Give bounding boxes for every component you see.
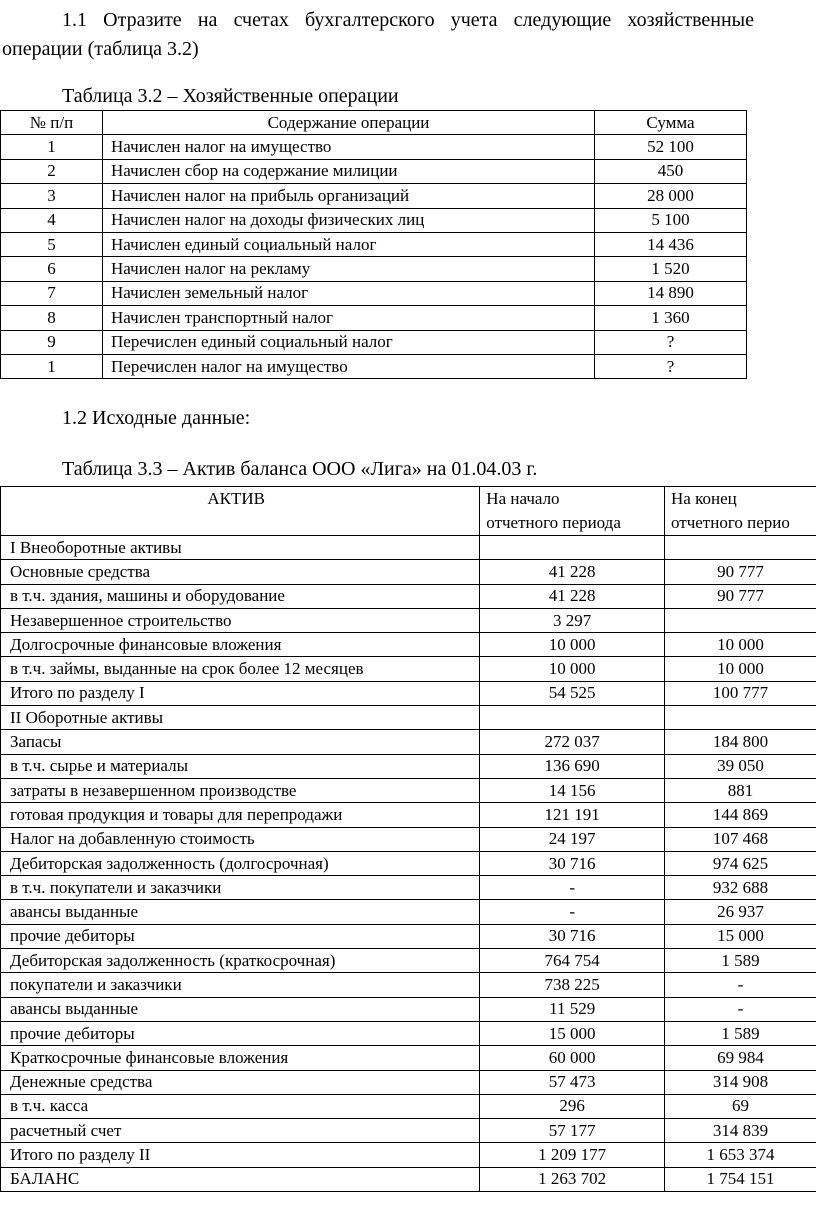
table-row — [1, 949, 816, 973]
cell-amount: 450 — [595, 159, 747, 183]
cell-asset-name: Основные средства — [1, 560, 480, 584]
cell-asset-name: Краткосрочные финансовые вложения — [1, 1046, 480, 1070]
cell-period-end: 314 839 — [665, 1119, 816, 1143]
table-row — [1, 657, 816, 681]
cell-operation: Начислен налог на имущество — [103, 135, 595, 159]
cell-period-end: 69 — [665, 1094, 816, 1118]
table-row — [1, 536, 816, 560]
cell-period-end — [665, 536, 816, 560]
cell-period-end: 144 869 — [665, 803, 816, 827]
column-header-period-start — [480, 487, 665, 536]
intro-line-2: операции (таблица 3.2) — [2, 38, 199, 60]
cell-period-end: 10 000 — [665, 657, 816, 681]
cell-asset-name: II Оборотные активы — [1, 706, 480, 730]
table-row — [1, 184, 747, 208]
cell-asset-name: БАЛАНС — [1, 1167, 480, 1191]
table-row — [1, 681, 816, 705]
cell-period-end: 100 777 — [665, 681, 816, 705]
table-row — [1, 633, 816, 657]
cell-asset-name: Итого по разделу I — [1, 681, 480, 705]
cell-period-end: 974 625 — [665, 851, 816, 875]
table1-caption: Таблица 3.2 – Хозяйственные операции — [62, 85, 399, 107]
table-row — [1, 827, 816, 851]
cell-period-end: 107 468 — [665, 827, 816, 851]
header-line: отчетного перио — [671, 513, 790, 532]
table-header-row — [1, 487, 816, 536]
column-header-asset: АКТИВ — [1, 487, 480, 536]
cell-period-end: 1 653 374 — [665, 1143, 816, 1167]
cell-asset-name: в т.ч. касса — [1, 1094, 480, 1118]
table-row — [1, 778, 816, 802]
cell-period-start: 41 228 — [480, 560, 665, 584]
header-line: отчетного периода — [486, 513, 621, 532]
cell-period-start: 30 716 — [480, 851, 665, 875]
cell-operation: Начислен сбор на содержание милиции — [103, 159, 595, 183]
cell-period-end: 881 — [665, 778, 816, 802]
table-row — [1, 354, 747, 378]
cell-amount: 1 520 — [595, 257, 747, 281]
cell-number: 9 — [1, 330, 103, 354]
header-line: На начало — [486, 489, 560, 508]
operations-table-body — [1, 135, 747, 379]
cell-period-end: 15 000 — [665, 924, 816, 948]
cell-period-start: 15 000 — [480, 1021, 665, 1045]
table-header-row — [1, 111, 747, 135]
cell-operation: Перечислен налог на имущество — [103, 354, 595, 378]
cell-period-start: 121 191 — [480, 803, 665, 827]
cell-number: 1 — [1, 135, 103, 159]
column-header-content: Содержание операции — [103, 111, 595, 135]
cell-operation: Перечислен единый социальный налог — [103, 330, 595, 354]
cell-period-end: 184 800 — [665, 730, 816, 754]
cell-asset-name: авансы выданные — [1, 997, 480, 1021]
cell-amount: 52 100 — [595, 135, 747, 159]
table-row — [1, 706, 816, 730]
table-row — [1, 608, 816, 632]
cell-period-start: - — [480, 876, 665, 900]
cell-number: 3 — [1, 184, 103, 208]
table-row — [1, 924, 816, 948]
cell-period-end — [665, 608, 816, 632]
table-row — [1, 1094, 816, 1118]
balance-asset-table — [0, 486, 816, 1192]
cell-period-end: 90 777 — [665, 584, 816, 608]
cell-operation: Начислен налог на доходы физических лиц — [103, 208, 595, 232]
cell-period-start: 57 473 — [480, 1070, 665, 1094]
table-row — [1, 257, 747, 281]
cell-amount: 28 000 — [595, 184, 747, 208]
operations-table — [0, 110, 747, 379]
cell-period-start — [480, 706, 665, 730]
cell-period-start: 54 525 — [480, 681, 665, 705]
cell-period-start: 11 529 — [480, 997, 665, 1021]
cell-number: 8 — [1, 306, 103, 330]
cell-period-end: 1 589 — [665, 1021, 816, 1045]
table-row — [1, 973, 816, 997]
table-row — [1, 330, 747, 354]
cell-period-end: 10 000 — [665, 633, 816, 657]
cell-asset-name: Налог на добавленную стоимость — [1, 827, 480, 851]
cell-number: 7 — [1, 281, 103, 305]
cell-period-start: 136 690 — [480, 754, 665, 778]
cell-period-end: 90 777 — [665, 560, 816, 584]
cell-operation: Начислен налог на рекламу — [103, 257, 595, 281]
cell-period-end: 26 937 — [665, 900, 816, 924]
cell-amount: 5 100 — [595, 208, 747, 232]
cell-number: 6 — [1, 257, 103, 281]
cell-period-end: 69 984 — [665, 1046, 816, 1070]
table-row — [1, 560, 816, 584]
table-row — [1, 584, 816, 608]
cell-period-end: 39 050 — [665, 754, 816, 778]
cell-amount: ? — [595, 354, 747, 378]
cell-asset-name: затраты в незавершенном производстве — [1, 778, 480, 802]
table-row — [1, 208, 747, 232]
cell-asset-name: Долгосрочные финансовые вложения — [1, 633, 480, 657]
cell-period-end: 932 688 — [665, 876, 816, 900]
table-row — [1, 1070, 816, 1094]
table-row — [1, 730, 816, 754]
cell-amount: ? — [595, 330, 747, 354]
table-row — [1, 803, 816, 827]
column-header-amount: Сумма — [595, 111, 747, 135]
cell-period-start: 57 177 — [480, 1119, 665, 1143]
cell-asset-name: в т.ч. покупатели и заказчики — [1, 876, 480, 900]
cell-period-start — [480, 536, 665, 560]
cell-period-start: 41 228 — [480, 584, 665, 608]
table-row — [1, 876, 816, 900]
cell-asset-name: Незавершенное строительство — [1, 608, 480, 632]
cell-asset-name: I Внеоборотные активы — [1, 536, 480, 560]
cell-period-end: - — [665, 997, 816, 1021]
table2-caption: Таблица 3.3 – Актив баланса ООО «Лига» на 01.04.03 г. — [62, 458, 538, 480]
cell-asset-name: авансы выданные — [1, 900, 480, 924]
cell-period-start: 296 — [480, 1094, 665, 1118]
table-row — [1, 135, 747, 159]
cell-asset-name: прочие дебиторы — [1, 1021, 480, 1045]
cell-period-start: 764 754 — [480, 949, 665, 973]
cell-period-start: 1 263 702 — [480, 1167, 665, 1191]
cell-asset-name: покупатели и заказчики — [1, 973, 480, 997]
section-heading: 1.2 Исходные данные: — [62, 407, 251, 429]
header-line: На конец — [671, 489, 737, 508]
cell-asset-name: в т.ч. сырье и материалы — [1, 754, 480, 778]
cell-period-end: 1 589 — [665, 949, 816, 973]
cell-asset-name: готовая продукция и товары для перепродажи — [1, 803, 480, 827]
cell-amount: 1 360 — [595, 306, 747, 330]
cell-operation: Начислен налог на прибыль организаций — [103, 184, 595, 208]
cell-asset-name: прочие дебиторы — [1, 924, 480, 948]
cell-number: 1 — [1, 354, 103, 378]
table-row — [1, 851, 816, 875]
cell-period-start: 10 000 — [480, 633, 665, 657]
cell-period-start: 3 297 — [480, 608, 665, 632]
cell-period-start: 60 000 — [480, 1046, 665, 1070]
cell-asset-name: Дебиторская задолженность (краткосрочная) — [1, 949, 480, 973]
cell-period-start: 14 156 — [480, 778, 665, 802]
intro-line-1: 1.1 Отразите на счетах бухгалтерского учета следующие хозяйственные — [62, 9, 754, 31]
intro-paragraph — [0, 6, 816, 64]
column-header-number: № п/п — [1, 111, 103, 135]
table-row — [1, 1021, 816, 1045]
cell-period-end: 314 908 — [665, 1070, 816, 1094]
table-row — [1, 1143, 816, 1167]
table-row — [1, 281, 747, 305]
cell-period-start: - — [480, 900, 665, 924]
cell-asset-name: в т.ч. здания, машины и оборудование — [1, 584, 480, 608]
cell-period-end: 1 754 151 — [665, 1167, 816, 1191]
cell-asset-name: в т.ч. займы, выданные на срок более 12 месяцев — [1, 657, 480, 681]
cell-number: 4 — [1, 208, 103, 232]
cell-period-start: 1 209 177 — [480, 1143, 665, 1167]
cell-number: 5 — [1, 232, 103, 256]
table-row — [1, 900, 816, 924]
column-header-period-end — [665, 487, 816, 536]
cell-asset-name: расчетный счет — [1, 1119, 480, 1143]
table-row — [1, 1046, 816, 1070]
cell-asset-name: Итого по разделу II — [1, 1143, 480, 1167]
cell-asset-name: Дебиторская задолженность (долгосрочная) — [1, 851, 480, 875]
table-row — [1, 997, 816, 1021]
balance-table-body — [1, 536, 816, 1192]
cell-amount: 14 436 — [595, 232, 747, 256]
cell-period-start: 30 716 — [480, 924, 665, 948]
cell-period-start: 10 000 — [480, 657, 665, 681]
table-row — [1, 232, 747, 256]
table-row — [1, 1119, 816, 1143]
cell-operation: Начислен земельный налог — [103, 281, 595, 305]
cell-operation: Начислен транспортный налог — [103, 306, 595, 330]
table-row — [1, 754, 816, 778]
cell-period-end: - — [665, 973, 816, 997]
cell-period-start: 272 037 — [480, 730, 665, 754]
cell-period-end — [665, 706, 816, 730]
cell-operation: Начислен единый социальный налог — [103, 232, 595, 256]
cell-asset-name: Запасы — [1, 730, 480, 754]
table-row — [1, 159, 747, 183]
cell-period-start: 738 225 — [480, 973, 665, 997]
table-row — [1, 306, 747, 330]
cell-asset-name: Денежные средства — [1, 1070, 480, 1094]
cell-period-start: 24 197 — [480, 827, 665, 851]
table-row — [1, 1167, 816, 1191]
cell-amount: 14 890 — [595, 281, 747, 305]
cell-number: 2 — [1, 159, 103, 183]
